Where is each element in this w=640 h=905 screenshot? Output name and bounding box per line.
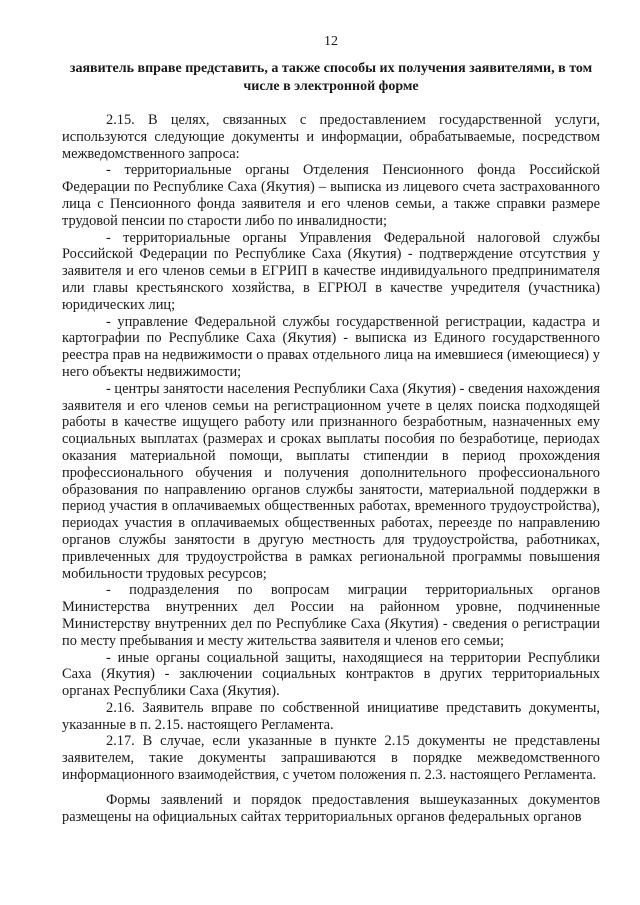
document-page xyxy=(62,0,600,905)
paragraph-employment-centers: - центры занятости населения Республики Саха (Якутия) - сведения нахождения заявителя и его членов семьи на регистрационном учете в целях поиска подходящей работы в качестве ищущего работу или признанного безработным, назначенных ему социальных выплатах (размерах и сроках выплаты пособия по безработице, периодах оказания материальной помощи, выплаты стипендии в период прохождения профессионального обучения и получения дополнительного профессионального образования по направлению органов службы занятости, материальной поддержки в период участия в оплачиваемых общественных работах, временного трудоустройства), периодах участия в оплачиваемых общественных работах, переезде по направлению органов службы занятости в другую местность для трудоустройства, работниках, привлеченных для трудоустройства в рамках региональной программы повышения мобильности трудовых ресурсов; xyxy=(62,380,600,582)
paragraph-social-protection: - иные органы социальной защиты, находящиеся на территории Республики Саха (Якутия) - заключении социальных контрактов в других территориальных органах Республики Саха (Якутия). xyxy=(62,649,600,700)
paragraph-forms: Формы заявлений и порядок предоставления вышеуказанных документов размещены на официальных сайтах территориальных органов федеральных органов xyxy=(62,791,600,825)
paragraph-2-17: 2.17. В случае, если указанные в пункте 2.15 документы не представлены заявителем, такие документы запрашиваются в порядке межведомственного информационного взаимодействия, с учетом положения п. 2.3. настоящего Регламента. xyxy=(62,733,600,784)
section-heading: заявитель вправе представить, а также способы их получения заявителями, в том числе в электронной форме xyxy=(69,61,593,94)
document-body xyxy=(62,112,600,825)
page-number: 12 xyxy=(324,34,338,49)
paragraph-2-16: 2.16. Заявитель вправе по собственной инициативе представить документы, указанные в п. 2.15. настоящего Регламента. xyxy=(62,699,600,733)
paragraph-2-15: 2.15. В целях, связанных с предоставлением государственной услуги, используются следующие документы и информации, обрабатываемые, посредством межведомственного запроса: xyxy=(62,112,600,162)
paragraph-rosreestr: - управление Федеральной службы государственной регистрации, кадастра и картографии по Республике Саха (Якутия) - выписка из Единого государственного реестра прав на недвижимости о правах отдельного лица на имевшиеся (имеющиеся) у него объекты недвижимости; xyxy=(62,313,600,380)
paragraph-migration: - подразделения по вопросам миграции территориальных органов Министерства внутренних дел России на районном уровне, подчиненные Министерству внутренних дел по Республике Саха (Якутия) - сведения о регистрации по месту пребывания и месту жительства заявителя и членов его семьи; xyxy=(62,582,600,649)
paragraph-tax-service: - территориальные органы Управления Федеральной налоговой службы Российской Федерации по Республике Саха (Якутия) - подтверждение отсутствия у заявителя и его членов семьи в ЕГРИП в качестве индивидуального предпринимателя или главы крестьянского хозяйства, в ЕГРЮЛ в качестве учредителя (участника) юридических лиц; xyxy=(62,229,600,313)
paragraph-pension-fund: - территориальные органы Отделения Пенсионного фонда Российской Федерации по Республике Саха (Якутия) – выписка из лицевого счета застрахованного лица с Пенсионного фонда заявителя и его членов семьи, а также справки размере трудовой пенсии по старости либо по инвалидности; xyxy=(62,162,600,229)
